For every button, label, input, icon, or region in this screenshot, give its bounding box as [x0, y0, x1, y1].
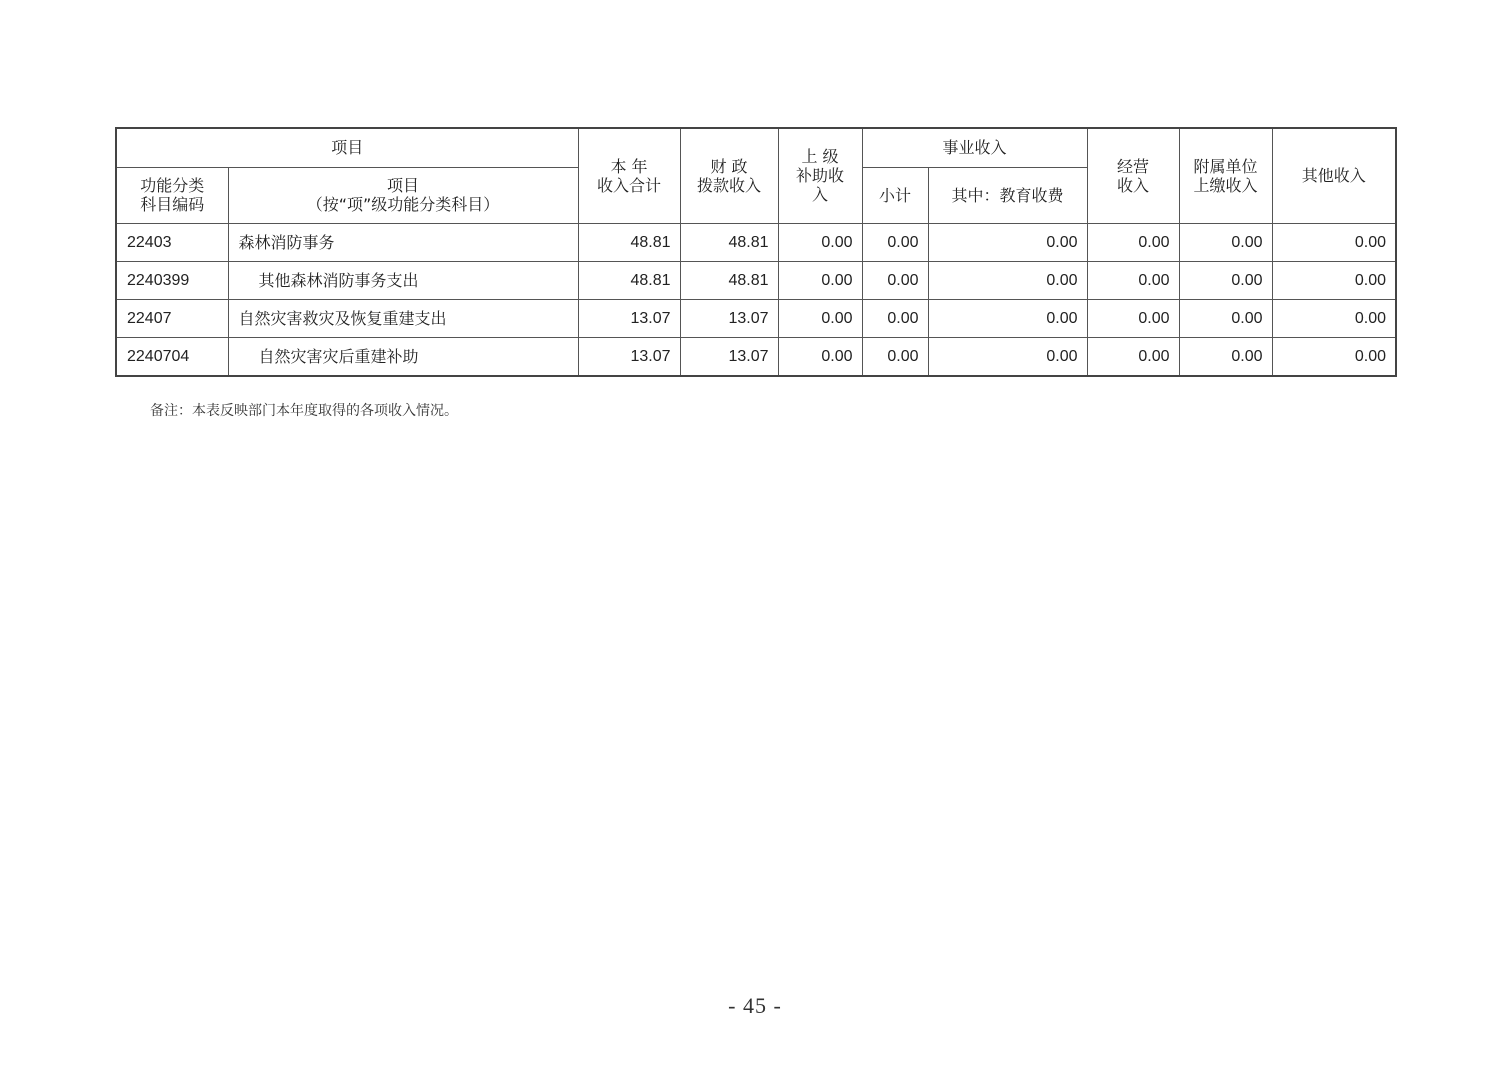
row-operating: 0.00 [1087, 337, 1179, 376]
row-total: 13.07 [578, 299, 680, 337]
header-function-code: 功能分类 科目编码 [116, 167, 228, 223]
table-row [116, 261, 1396, 299]
row-other: 0.00 [1272, 223, 1396, 261]
row-affiliated: 0.00 [1179, 261, 1272, 299]
table-row [116, 299, 1396, 337]
table-footnote: 备注：本表反映部门本年度取得的各项收入情况。 [150, 403, 458, 419]
row-education: 0.00 [928, 223, 1087, 261]
row-name: 森林消防事务 [228, 223, 578, 261]
table-row [116, 223, 1396, 261]
header-other-income: 其他收入 [1272, 128, 1396, 223]
page-number: - 45 - [728, 993, 782, 1018]
row-subtotal: 0.00 [862, 223, 928, 261]
row-operating: 0.00 [1087, 299, 1179, 337]
row-code: 22403 [116, 223, 228, 261]
row-education: 0.00 [928, 337, 1087, 376]
row-affiliated: 0.00 [1179, 223, 1272, 261]
header-item-name: 项目 （按“项”级功能分类科目） [228, 167, 578, 223]
row-education: 0.00 [928, 261, 1087, 299]
row-subtotal: 0.00 [862, 337, 928, 376]
row-fiscal: 13.07 [680, 299, 778, 337]
row-superior: 0.00 [778, 223, 862, 261]
row-subtotal: 0.00 [862, 261, 928, 299]
row-total: 13.07 [578, 337, 680, 376]
row-code: 22407 [116, 299, 228, 337]
row-name: 其他森林消防事务支出 [228, 261, 578, 299]
header-total-income: 本 年 收入合计 [578, 128, 680, 223]
table-row [116, 337, 1396, 376]
row-fiscal: 48.81 [680, 223, 778, 261]
row-other: 0.00 [1272, 337, 1396, 376]
row-operating: 0.00 [1087, 261, 1179, 299]
row-subtotal: 0.00 [862, 299, 928, 337]
row-code: 2240399 [116, 261, 228, 299]
row-code: 2240704 [116, 337, 228, 376]
row-affiliated: 0.00 [1179, 337, 1272, 376]
header-business-income-group: 事业收入 [862, 128, 1087, 167]
header-education-fee: 其中：教育收费 [928, 167, 1087, 223]
row-other: 0.00 [1272, 299, 1396, 337]
header-superior-subsidy: 上 级 补助收 入 [778, 128, 862, 223]
row-fiscal: 48.81 [680, 261, 778, 299]
row-fiscal: 13.07 [680, 337, 778, 376]
header-project-group: 项目 [116, 128, 578, 167]
row-total: 48.81 [578, 261, 680, 299]
row-total: 48.81 [578, 223, 680, 261]
row-superior: 0.00 [778, 299, 862, 337]
row-superior: 0.00 [778, 261, 862, 299]
row-operating: 0.00 [1087, 223, 1179, 261]
row-education: 0.00 [928, 299, 1087, 337]
header-operating-income: 经营 收入 [1087, 128, 1179, 223]
row-name: 自然灾害救灾及恢复重建支出 [228, 299, 578, 337]
row-other: 0.00 [1272, 261, 1396, 299]
row-affiliated: 0.00 [1179, 299, 1272, 337]
header-fiscal-appropriation: 财 政 拨款收入 [680, 128, 778, 223]
header-subtotal: 小计 [862, 167, 928, 223]
row-name: 自然灾害灾后重建补助 [228, 337, 578, 376]
row-superior: 0.00 [778, 337, 862, 376]
income-table [115, 127, 1397, 377]
header-affiliated-income: 附属单位 上缴收入 [1179, 128, 1272, 223]
